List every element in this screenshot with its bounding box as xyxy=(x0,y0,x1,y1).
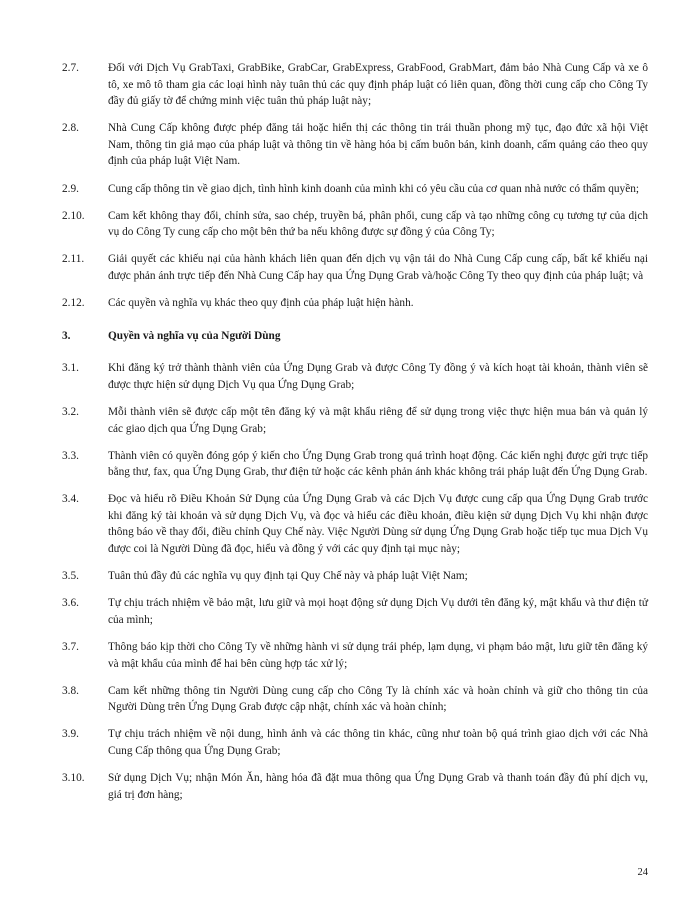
clause-text: Giải quyết các khiếu nại của hành khách liên quan đến dịch vụ vận tải do Nhà Cung Cấp cung cấp, bất kể khiếu nại được phản ánh trực tiếp đến Nhà Cung Cấp hay qua Ứng Dụng Grab và/hoặc Công Ty theo quy định của pháp luật; và xyxy=(108,253,648,282)
clause-text: Cung cấp thông tin về giao dịch, tình hình kinh doanh của mình khi có yêu cầu của cơ quan nhà nước có thẩm quyền; xyxy=(108,182,640,195)
clause-number: 3.3. xyxy=(62,449,79,462)
clause-number: 2.7. xyxy=(62,62,79,74)
clause-number: 3.8. xyxy=(62,684,79,697)
clause-text: Tự chịu trách nhiệm về nội dung, hình ảnh và các thông tin khác, cũng như toàn bộ quá trình giao dịch với các Nhà Cung Cấp thông qua Ứng Dụng Grab; xyxy=(108,728,648,757)
clause-number: 2.12. xyxy=(62,297,85,310)
clause-item xyxy=(56,639,648,672)
clause-text: Sử dụng Dịch Vụ; nhận Món Ăn, hàng hóa đã đặt mua thông qua Ứng Dụng Grab và thanh toán đầy đủ phí dịch vụ, giá trị đơn hàng; xyxy=(108,772,648,801)
clause-item xyxy=(56,770,648,803)
clause-number: 3.7. xyxy=(62,640,79,653)
clause-item xyxy=(56,251,648,284)
clause-text: Thành viên có quyền đóng góp ý kiến cho Ứng Dụng Grab trong quá trình hoạt động. Các kiến nghị được gửi trực tiếp bằng thư, fax, qua Ứng Dụng Grab, thư điện tử hoặc các kênh phản ánh khác không trái pháp luật đến Ứng Dụng Grab. xyxy=(108,449,648,479)
document-body xyxy=(56,60,648,803)
clause-number: 3.1. xyxy=(62,362,79,375)
clause-text: Khi đăng ký trở thành thành viên của Ứng Dụng Grab và được Công Ty đồng ý và kích hoạt tài khoản, thành viên sẽ được thực hiện sử dụng Dịch Vụ qua Ứng Dụng Grab; xyxy=(108,362,648,391)
clause-text: Tự chịu trách nhiệm về bảo mật, lưu giữ và mọi hoạt động sử dụng Dịch Vụ dưới tên đăng ký, mật khẩu và thư điện tử của mình; xyxy=(108,597,648,626)
clause-text: Nhà Cung Cấp không được phép đăng tải hoặc hiển thị các thông tin trái thuần phong mỹ tục, đạo đức xã hội Việt Nam, thông tin giả mạo của pháp luật và thông tin về hàng hóa bị cấm buôn bán, kinh doanh, cấm quảng cáo theo quy định của pháp luật Việt Nam. xyxy=(108,122,648,168)
clause-text: Thông báo kịp thời cho Công Ty về những hành vi sử dụng trái phép, lạm dụng, vi phạm bảo mật, lưu giữ tên đăng ký và mật khẩu của mình để hai bên cùng hợp tác xử lý; xyxy=(108,640,648,670)
section-heading xyxy=(56,328,648,345)
clause-item xyxy=(56,726,648,759)
clause-text: Cam kết không thay đổi, chỉnh sửa, sao chép, truyền bá, phân phối, cung cấp và tạo những công cụ tương tự của dịch vụ do Công Ty cung cấp cho một bên thứ ba nếu không được sự đồng ý của Công Ty; xyxy=(108,209,648,239)
clause-number: 3.5. xyxy=(62,570,79,583)
clause-item xyxy=(56,404,648,437)
clause-item xyxy=(56,683,648,716)
clause-text: Các quyền và nghĩa vụ khác theo quy định của pháp luật hiện hành. xyxy=(108,297,414,310)
clause-item xyxy=(56,568,648,585)
clause-number: 3.2. xyxy=(62,405,79,418)
clause-number: 2.10. xyxy=(62,209,85,222)
clause-text: Mỗi thành viên sẽ được cấp một tên đăng ký và mật khẩu riêng để sử dụng trong việc thực hiện mua bán và quản lý các giao dịch qua Ứng Dụng Grab; xyxy=(108,405,648,435)
clause-number: 2.8. xyxy=(62,122,79,135)
clause-text: Tuân thủ đầy đủ các nghĩa vụ quy định tại Quy Chế này và pháp luật Việt Nam; xyxy=(108,570,468,583)
clause-number: 3.10. xyxy=(62,772,85,784)
clause-item xyxy=(56,208,648,241)
clause-number: 3.4. xyxy=(62,493,79,506)
clause-text: Cam kết những thông tin Người Dùng cung cấp cho Công Ty là chính xác và hoàn chỉnh và giữ cho thông tin của Người Dùng trên Ứng Dụng Grab được cập nhật, chính xác và hoàn chỉnh; xyxy=(108,684,648,714)
clause-item xyxy=(56,448,648,481)
clause-item xyxy=(56,60,648,110)
page-number: 24 xyxy=(637,867,648,878)
clause-number: 2.9. xyxy=(62,182,79,195)
clause-text: Đọc và hiểu rõ Điều Khoản Sử Dụng của Ứng Dụng Grab và các Dịch Vụ được cung cấp qua Ứng Dụng Grab trước khi đăng ký tài khoản và sử dụng Dịch Vụ, và đọc và hiểu các điều khoản, điều kiện sử dụng Dịch Vụ khi nhận được thông báo về thay đổi, điều chỉnh Quy Chế này. Việc Người Dùng sử dụng Ứng Dụng Grab hoặc tiếp tục mua Dịch Vụ được coi là Người Dùng đã đọc, hiểu và đồng ý với các quy định tại mục này; xyxy=(108,493,648,556)
clause-text: Đối với Dịch Vụ GrabTaxi, GrabBike, GrabCar, GrabExpress, GrabFood, GrabMart, đảm bảo Nhà Cung Cấp và xe ô tô, xe mô tô tham gia các loại hình này tuân thủ các quy định pháp luật có liên quan, đồng thời cung cấp cho Công Ty đầy đủ giấy tờ để chứng minh việc tuân thủ pháp luật này; xyxy=(108,62,648,108)
section-title: Quyền và nghĩa vụ của Người Dùng xyxy=(108,329,281,342)
section-number: 3. xyxy=(62,329,71,342)
clause-number: 3.6. xyxy=(62,597,79,610)
clause-item xyxy=(56,181,648,198)
clause-item xyxy=(56,295,648,312)
clause-number: 2.11. xyxy=(62,253,85,266)
clause-item xyxy=(56,491,648,557)
clause-item xyxy=(56,360,648,393)
clause-number: 3.9. xyxy=(62,728,79,741)
clause-item xyxy=(56,595,648,628)
clause-item xyxy=(56,120,648,170)
